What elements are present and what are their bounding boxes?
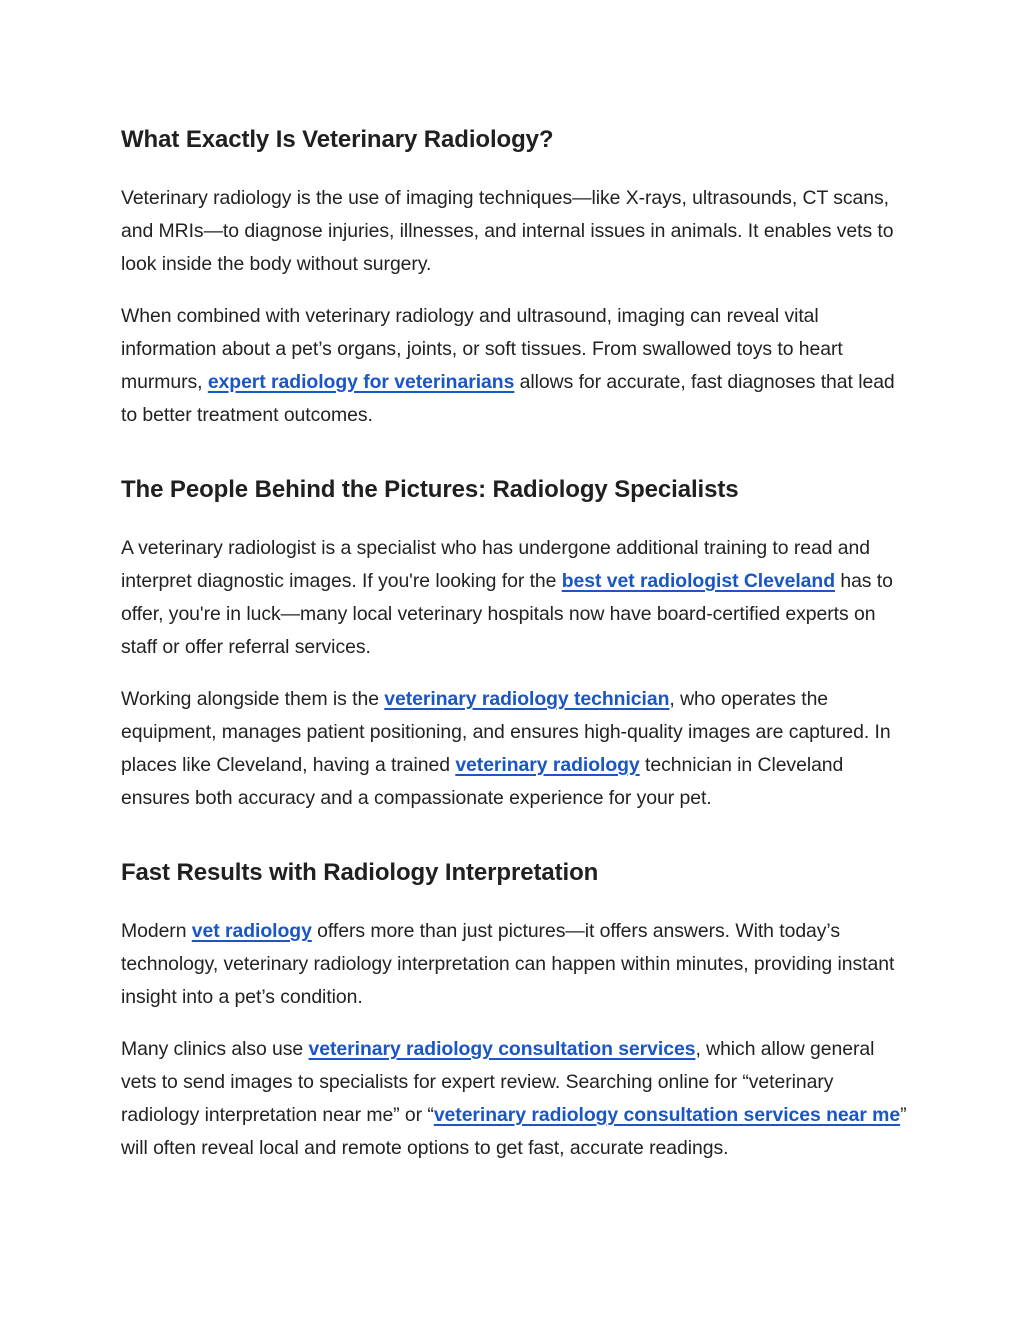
paragraph-text: , which allow general vets to send images to specialists for expert review. Searching online for “veterinary radiology interpretation near me” or “ bbox=[121, 1038, 875, 1126]
paragraph-technician bbox=[121, 683, 911, 815]
section-heading-what-is-veterinary-radiology: What Exactly Is Veterinary Radiology? bbox=[121, 126, 554, 153]
paragraph-radiologist bbox=[121, 532, 911, 664]
section-heading-fast-results: Fast Results with Radiology Interpretation bbox=[121, 859, 599, 886]
paragraph-definition bbox=[121, 182, 911, 281]
paragraph-text: ” will often reveal local and remote options to get fast, accurate readings. bbox=[121, 1104, 907, 1159]
paragraph-text: A veterinary radiologist is a specialist who has undergone additional training to read and interpret diagnostic images. If you're looking for the bbox=[121, 537, 870, 592]
link-veterinary-radiology-consultation-services-near-me[interactable]: veterinary radiology consultation services near me bbox=[433, 1104, 901, 1126]
paragraph-text: When combined with veterinary radiology and ultrasound, imaging can reveal vital information about a pet’s organs, joints, or soft tissues. From swallowed toys to heart murmurs, bbox=[121, 305, 843, 393]
link-expert-radiology-for-veterinarians[interactable]: expert radiology for veterinarians bbox=[207, 371, 515, 393]
paragraph-text: Modern bbox=[121, 920, 192, 942]
link-veterinary-radiology-technician[interactable]: veterinary radiology technician bbox=[384, 688, 670, 710]
paragraph-combined-imaging bbox=[121, 300, 911, 432]
paragraph-text: Veterinary radiology is the use of imaging techniques—like X-rays, ultrasounds, CT scans, and MRIs—to diagnose injuries, illnesses, and internal issues in animals. It enables vets to look inside the body without surgery. bbox=[121, 187, 894, 275]
link-veterinary-radiology-consultation-services[interactable]: veterinary radiology consultation services bbox=[308, 1038, 696, 1060]
section-heading-radiology-specialists: The People Behind the Pictures: Radiology Specialists bbox=[121, 476, 739, 503]
document-page bbox=[121, 122, 911, 1165]
link-vet-radiology[interactable]: vet radiology bbox=[191, 920, 312, 942]
link-veterinary-radiology[interactable]: veterinary radiology bbox=[455, 754, 640, 776]
paragraph-text: , who operates the equipment, manages patient positioning, and ensures high-quality images are captured. In places like Cleveland, having a trained bbox=[121, 688, 891, 776]
paragraph-modern-vet-radiology bbox=[121, 915, 911, 1014]
paragraph-text: Many clinics also use bbox=[121, 1038, 309, 1060]
paragraph-text: offers more than just pictures—it offers answers. With today’s technology, veterinary radiology interpretation can happen within minutes, providing instant insight into a pet’s condition. bbox=[121, 920, 895, 1008]
link-best-vet-radiologist-cleveland[interactable]: best vet radiologist Cleveland bbox=[561, 570, 835, 592]
paragraph-text: allows for accurate, fast diagnoses that lead to better treatment outcomes. bbox=[121, 371, 895, 426]
paragraph-text: Working alongside them is the bbox=[121, 688, 385, 710]
paragraph-text: technician in Cleveland ensures both accuracy and a compassionate experience for your pet. bbox=[121, 754, 844, 809]
paragraph-consultation-services bbox=[121, 1033, 911, 1165]
paragraph-text: has to offer, you're in luck—many local veterinary hospitals now have board-certified experts on staff or offer referral services. bbox=[121, 570, 893, 658]
